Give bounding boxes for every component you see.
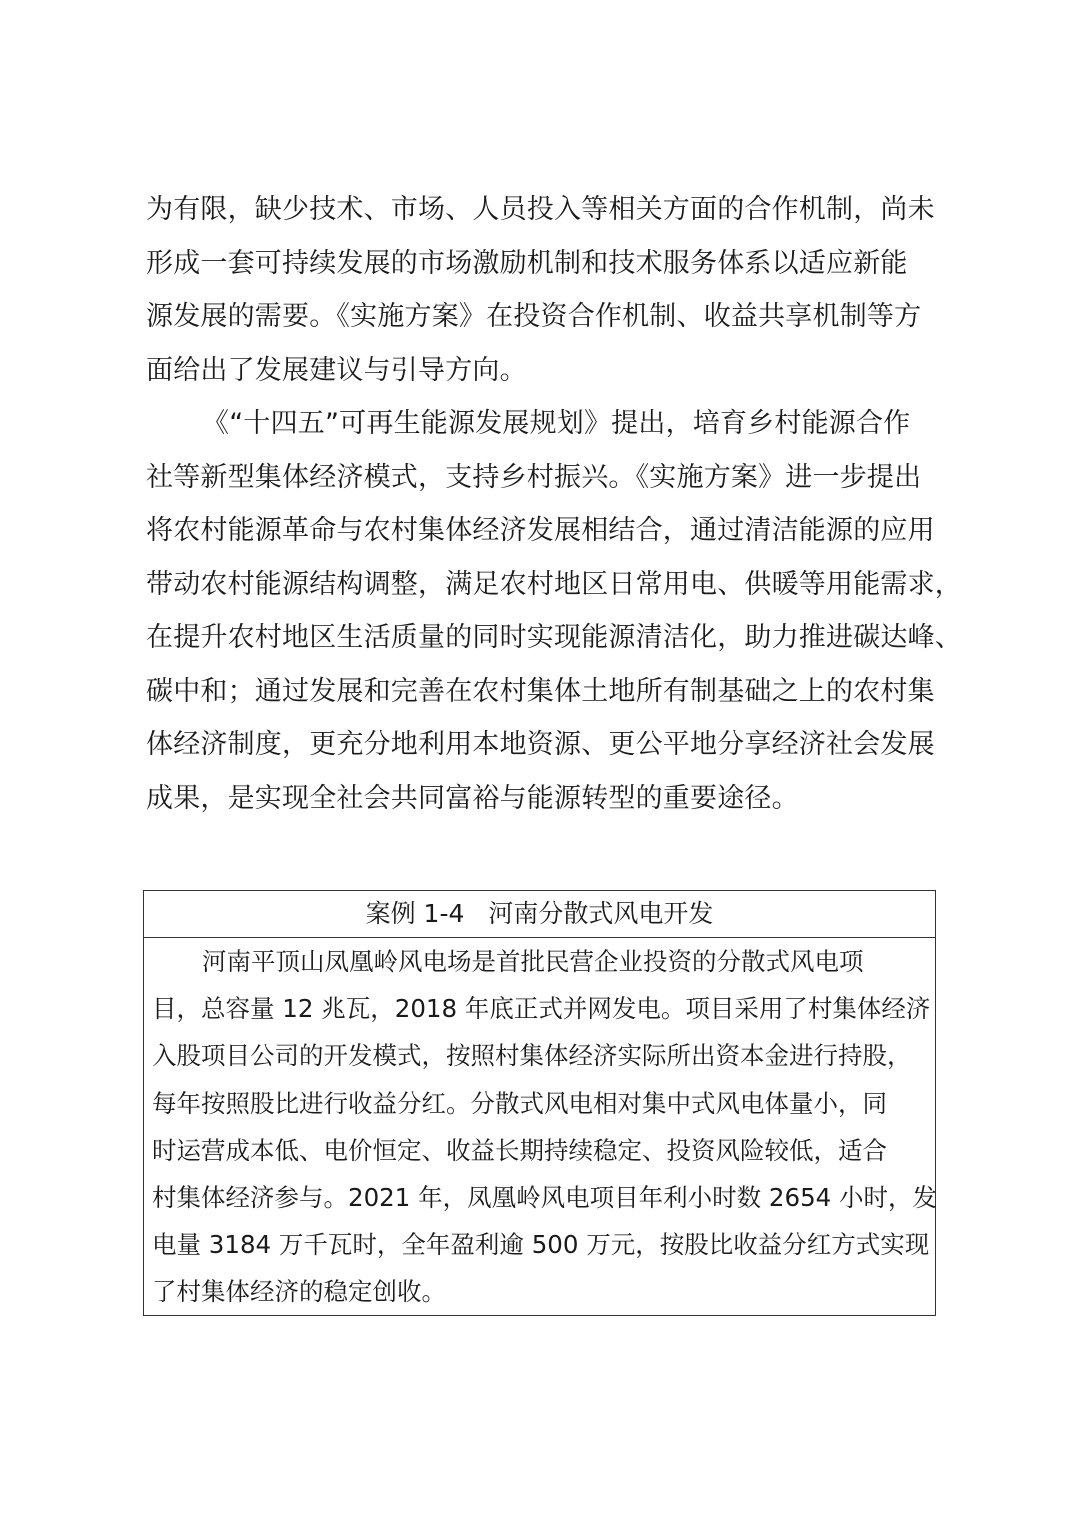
case-study-title (144, 891, 935, 938)
text-line: 形成一套可持续发展的市场激励机制和技术服务体系以适应新能 (146, 247, 908, 279)
case-text-line: 每年按照股比进行收益分红。分散式风电相对集中式风电体量小，同 (152, 1088, 887, 1118)
case-study-heading: 河南分散式风电开发 (488, 899, 714, 928)
case-study-body (144, 938, 938, 1316)
case-text-line: 目，总容量 12 兆瓦，2018 年底正式并网发电。项目采用了村集体经济 (152, 994, 931, 1024)
case-text-line: 村集体经济参与。2021 年，凤凰岭风电项目年利小时数 2654 小时，发 (152, 1182, 938, 1212)
text-line: 社等新型集体经济模式，支持乡村振兴。《实施方案》进一步提出 (146, 461, 922, 493)
case-study-label: 案例 1-4 (365, 899, 465, 928)
case-text-line: 时运营成本低、电价恒定、收益长期持续稳定、投资风险较低，适合 (152, 1135, 887, 1165)
body-text (146, 183, 962, 825)
case-text-line: 电量 3184 万千瓦时，全年盈利逾 500 万元，按股比收益分红方式实现 (152, 1230, 930, 1260)
text-line: 面给出了发展建议与引导方向。 (146, 354, 527, 386)
case-text-line: 河南平顶山凤凰岭风电场是首批民营企业投资的分散式风电项 (202, 947, 864, 976)
text-line: 将农村能源革命与农村集体经济发展相结合，通过清洁能源的应用 (146, 515, 935, 546)
text-line: 《“十四五”可再生能源发展规划》提出，培育乡村能源合作 (202, 408, 911, 439)
paragraph-continuation (146, 183, 946, 397)
text-line: 为有限，缺少技术、市场、人员投入等相关方面的合作机制，尚未 (146, 194, 935, 225)
text-line: 体经济制度，更充分地利用本地资源、更公平地分享经济社会发展 (146, 729, 935, 760)
text-line: 成果，是实现全社会共同富裕与能源转型的重要途径。 (146, 782, 799, 814)
text-line: 源发展的需要。《实施方案》在投资合作机制、收益共享机制等方 (146, 301, 922, 332)
case-text-line: 了村集体经济的稳定创收。 (152, 1277, 446, 1307)
case-study-box (143, 890, 936, 1316)
text-line: 带动农村能源结构调整，满足农村地区日常用电、供暖等用能需求， (146, 568, 962, 600)
paragraph-policy (146, 397, 962, 825)
text-line: 碳中和；通过发展和完善在农村集体土地所有制基础之上的农村集 (146, 675, 935, 707)
text-line: 在提升农村地区生活质量的同时实现能源清洁化，助力推进碳达峰、 (146, 622, 962, 653)
case-text-line: 入股项目公司的开发模式，按照村集体经济实际所出资本金进行持股， (152, 1041, 912, 1071)
